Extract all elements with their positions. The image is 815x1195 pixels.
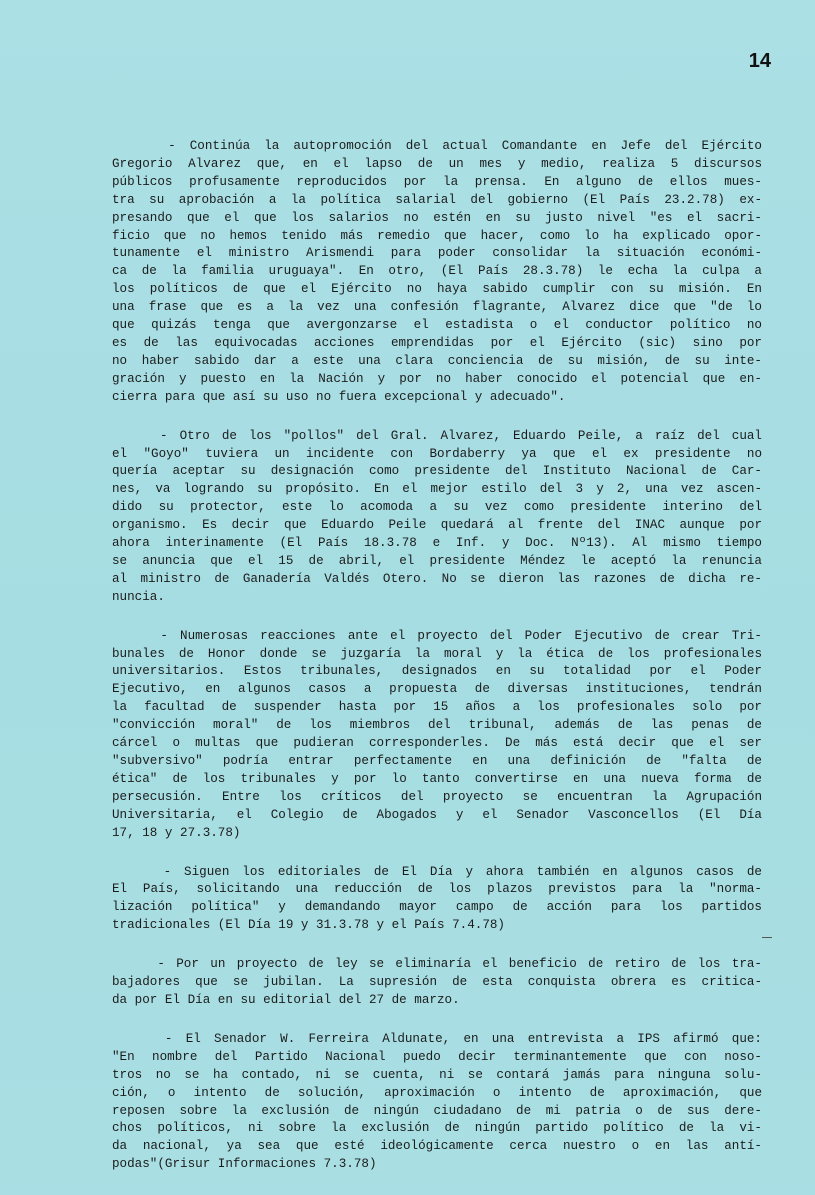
text-line: nes, va logrando su propósito. En el mejor estilo del 3 y 2, una vez ascen- [112,482,762,497]
text-line: tradicionales (El Día 19 y 31.3.78 y el País 7.4.78) [112,918,505,933]
text-line: cárcel o multas que pudieran corresponderles. De más está decir que el ser [112,736,762,751]
text-line: 17, 18 y 27.3.78) [112,825,241,840]
paragraph-p6 [112,1031,762,1174]
text-line: una frase que es a la vez una confesión flagrante, Alvarez dice que "de lo [112,300,762,315]
text-line: podas"(Grisur Informaciones 7.3.78) [112,1157,377,1172]
text-line: los políticos de que el Ejército no haya sabido cumplir con su misión. En [112,282,762,297]
paragraph-p5 [112,956,762,1010]
text-line: cierra para que así su uso no fuera excepcional y adecuado". [112,389,566,404]
text-line: bunales de Honor donde se juzgaría la moral y la ética de los profesionales [112,646,762,661]
text-line: tra su aprobación a la política salarial del gobierno (El País 23.2.78) ex- [112,192,762,207]
text-line: ción, o intento de solución, aproximación o intento de aproximación, que [112,1085,762,1100]
paragraph-p2 [112,428,762,607]
text-line: "En nombre del Partido Nacional puedo decir terminantemente que con noso- [112,1049,762,1064]
text-line: ficio que no hemos tenido más remedio que hacer, como lo ha explicado opor- [112,228,762,243]
text-line: ahora interinamente (El País 18.3.78 e Inf. y Doc. Nº13). Al mismo tiempo [112,536,762,551]
text-line: al ministro de Ganadería Valdés Otero. No se dieron las razones de dicha re- [112,571,762,586]
text-line: - Siguen los editoriales de El Día y ahora también en algunos casos de [112,864,762,879]
text-line: - Numerosas reacciones ante el proyecto del Poder Ejecutivo de crear Tri- [112,628,762,643]
text-line: chos políticos, ni sobre la exclusión de ningún partido político de la vi- [112,1121,762,1136]
text-line: se anuncia que el 15 de abril, el presidente Méndez le aceptó la renuncia [112,553,762,568]
text-line: públicos profusamente reproducidos por la prensa. En alguno de ellos mues- [112,174,762,189]
text-line: Universitaria, el Colegio de Abogados y el Senador Vasconcellos (El Día [112,807,762,822]
text-line: organismo. Es decir que Eduardo Peile quedará al frente del INAC aunque por [112,518,762,533]
text-line: tros no se ha contado, ni se cuenta, ni se contará jamás para ninguna solu- [112,1067,762,1082]
text-line: que quizás tenga que avergonzarse el estadista o el conductor político no [112,318,762,333]
text-line: da por El Día en su editorial del 27 de marzo. [112,992,460,1007]
text-line: dido su protector, este lo acomoda a su vez como presidente interino del [112,500,762,515]
margin-mark [762,937,772,938]
text-line: gración y puesto en la Nación y por no haber conocido el potencial que en- [112,371,762,386]
text-line: - Otro de los "pollos" del Gral. Alvarez, Eduardo Peile, a raíz del cual [112,428,762,443]
text-line: nuncia. [112,589,165,604]
paragraph-p1 [112,138,762,407]
text-line: no haber sabido dar a este una clara conciencia de su misión, de su inte- [112,353,762,368]
text-line: El País, solicitando una reducción de los plazos previstos para la "norma- [112,882,762,897]
text-line: lización política" y demandando mayor campo de acción para los partidos [112,900,762,915]
text-line: ca de la familia uruguaya". En otro, (El País 28.3.78) le echa la culpa a [112,264,762,279]
text-line: da nacional, ya sea que esté ideológicamente cerca nuestro o en las antí- [112,1139,762,1154]
text-line: reposen sobre la exclusión de ningún ciudadano de mi patria o de sus dere- [112,1103,762,1118]
text-line: ética" de los tribunales y por lo tanto convertirse en una nueva forma de [112,771,762,786]
text-line: persecusión. Entre los críticos del proyecto se encuentran la Agrupación [112,789,762,804]
text-line: "subversivo" podría entrar perfectamente en una definición de "falta de [112,754,762,768]
paragraph-p4 [112,864,762,936]
text-line: es de las equivocadas acciones emprendidas por el Ejército (sic) sino por [112,335,762,350]
text-line: Ejecutivo, en algunos casos a propuesta de diversas instituciones, tendrán [112,682,762,697]
text-line: presando que el que los salarios no estén en su justo nivel "es el sacri- [112,210,762,225]
text-line: - Por un proyecto de ley se eliminaría el beneficio de retiro de los tra- [112,957,762,972]
paragraph-p3 [112,628,762,843]
text-line: Gregorio Alvarez que, en el lapso de un mes y medio, realiza 5 discursos [112,156,762,171]
text-line: - El Senador W. Ferreira Aldunate, en una entrevista a IPS afirmó que: [112,1031,762,1046]
text-line: el "Goyo" tuviera un incidente con Bordaberry ya que el ex presidente no [112,446,762,461]
body-text [112,138,762,1195]
text-line: "convicción moral" de los miembros del tribunal, además de las penas de [112,718,762,733]
page-number: 14 [748,50,771,72]
text-line: quería aceptar su designación como presidente del Instituto Nacional de Car- [112,464,762,479]
text-line: bajadores que se jubilan. La supresión de esta conquista obrera es critica- [112,975,762,990]
text-line: tunamente el ministro Arismendi para poder consolidar la situación económi- [112,246,762,261]
text-line: - Continúa la autopromoción del actual Comandante en Jefe del Ejército [112,139,762,153]
text-line: universitarios. Estos tribunales, designados en su totalidad por el Poder [112,664,762,679]
text-line: la facultad de suspender hasta por 15 años a los profesionales solo por [112,700,762,715]
